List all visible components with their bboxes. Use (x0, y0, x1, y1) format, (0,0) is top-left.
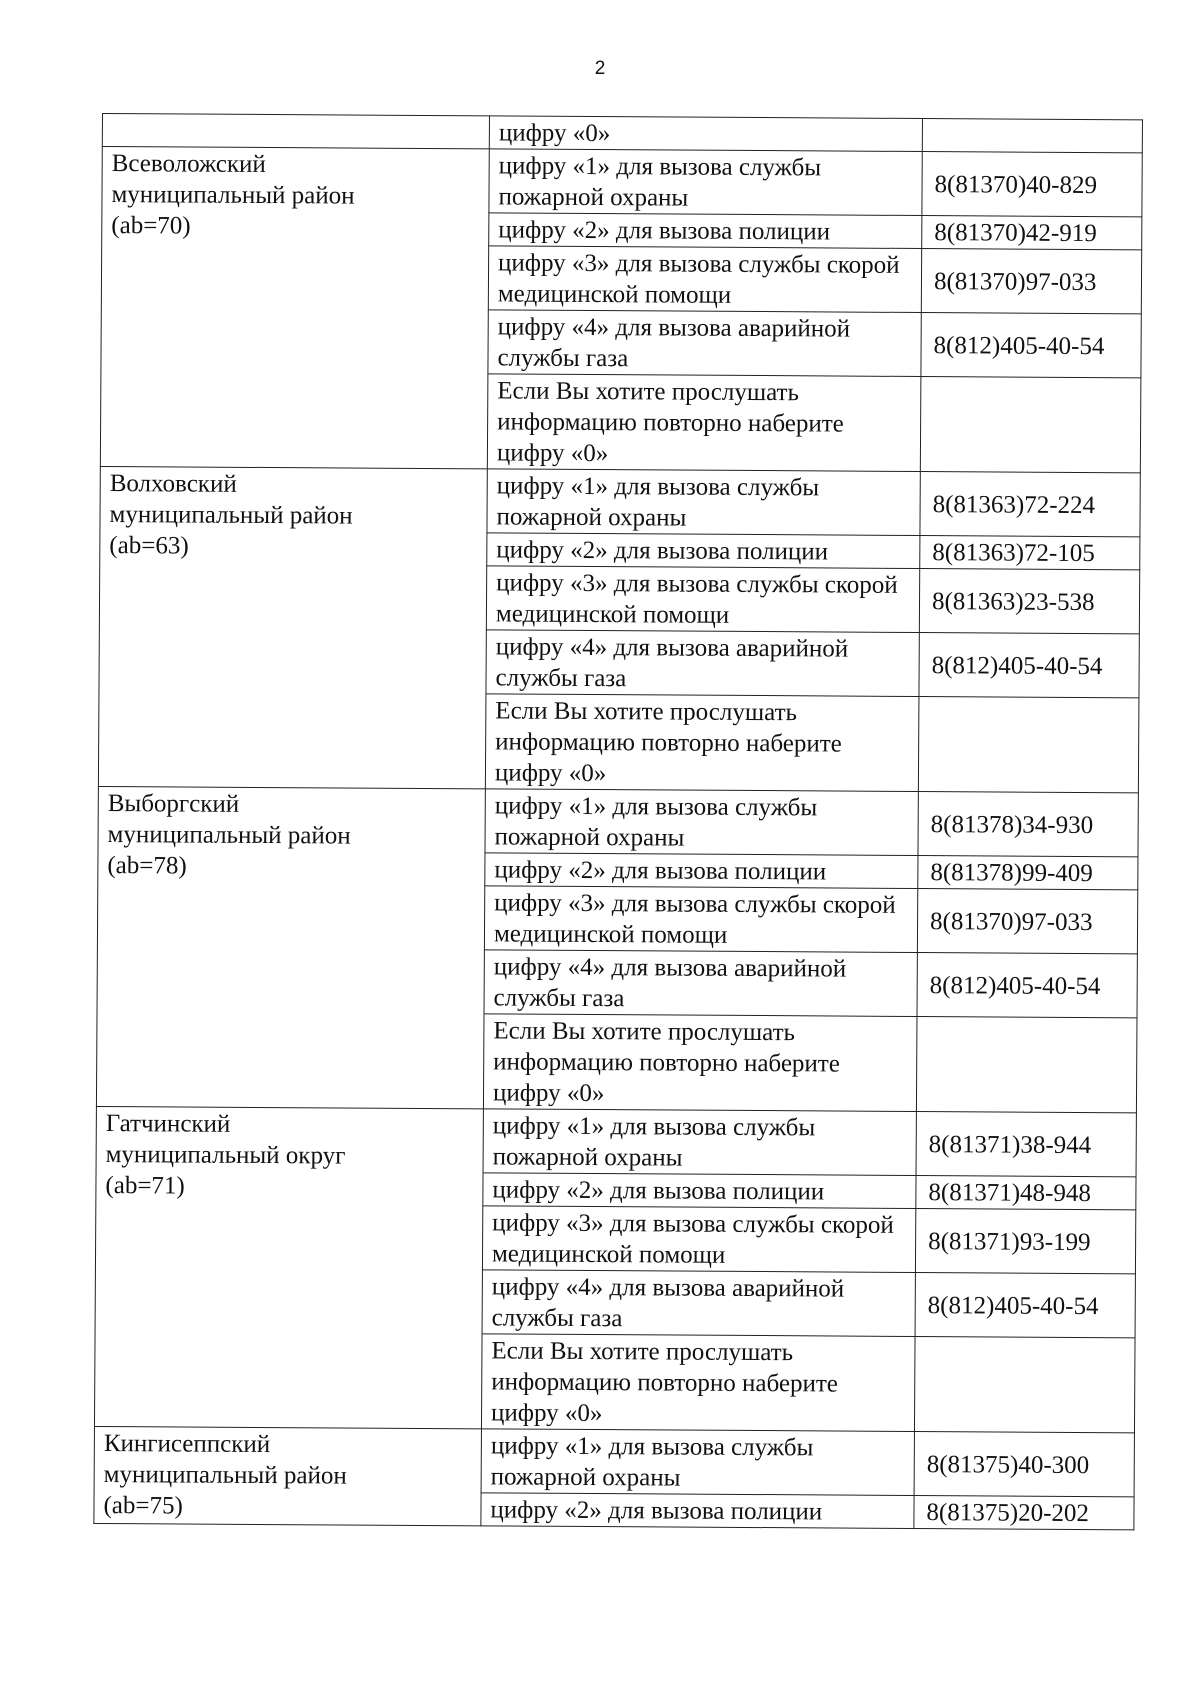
district-name-line: Волховский (109, 470, 237, 498)
phone-number: 8(812)405-40-54 (917, 952, 1137, 1017)
option-text: цифру «3» для вызова службы скорой медицинской помощи (486, 566, 919, 633)
district-code: (ab=78) (107, 852, 187, 880)
page-number: 2 (594, 58, 606, 79)
district-name-line: Гатчинский (105, 1110, 231, 1138)
option-text: цифру «2» для вызова полиции (487, 533, 920, 569)
phone-number: 8(81363)72-224 (920, 472, 1140, 537)
phone-number: 8(81378)34-930 (918, 791, 1138, 856)
phone-number (922, 119, 1142, 153)
district-code: (ab=75) (103, 1492, 183, 1520)
district-code: (ab=71) (105, 1172, 185, 1200)
option-text: цифру «1» для вызова службы пожарной охраны (485, 789, 918, 856)
table-row (100, 466, 1140, 536)
phone-number: 8(812)405-40-54 (919, 633, 1139, 698)
district-name-line: муниципальный район (103, 1461, 347, 1490)
option-text: цифру «3» для вызова службы скорой медицинской помощи (484, 886, 917, 953)
district-name-line: муниципальный район (109, 501, 353, 530)
district-name-line: муниципальный район (107, 821, 351, 850)
district-name-line: муниципальный район (111, 181, 355, 210)
district-name-line: Кингисеппский (103, 1430, 271, 1459)
phone-number (914, 1336, 1135, 1432)
option-text: цифру «0» (489, 116, 922, 152)
table-body (94, 114, 1143, 1530)
phone-number: 8(81371)48-948 (916, 1175, 1136, 1209)
phone-number (920, 377, 1141, 473)
district-name-cell (94, 1106, 483, 1428)
option-text: Если Вы хотите прослушать информацию повторно наберите цифру «0» (487, 374, 921, 472)
option-text: цифру «2» для вызова полиции (483, 1173, 916, 1209)
district-name-line: Всеволожский (111, 150, 266, 179)
option-text: цифру «1» для вызова службы пожарной охраны (483, 1109, 916, 1176)
phone-number: 8(81371)93-199 (915, 1208, 1135, 1273)
phone-number: 8(81370)97-033 (921, 249, 1141, 314)
phone-number (918, 697, 1139, 793)
table-row (94, 1426, 1134, 1496)
phone-number: 8(81371)38-944 (916, 1111, 1136, 1176)
phone-number: 8(81370)40-829 (922, 152, 1142, 217)
phone-number: 8(81363)72-105 (920, 536, 1140, 570)
district-name-line: Выборгский (107, 790, 240, 818)
district-name-cell (96, 786, 485, 1108)
district-code: (ab=63) (109, 532, 189, 560)
option-text: цифру «1» для вызова службы пожарной охраны (481, 1429, 914, 1496)
table-row (102, 147, 1142, 217)
option-text: Если Вы хотите прослушать информацию повторно наберите цифру «0» (481, 1334, 915, 1432)
option-text: цифру «1» для вызова службы пожарной охраны (489, 149, 922, 216)
phone-number: 8(81375)40-300 (914, 1431, 1134, 1496)
option-text: Если Вы хотите прослушать информацию повторно наберите цифру «0» (483, 1014, 917, 1112)
district-name-cell (98, 466, 487, 788)
option-text: цифру «4» для вызова аварийной службы газа (488, 310, 921, 377)
option-text: цифру «4» для вызова аварийной службы газа (486, 630, 919, 697)
district-name-cell (94, 1426, 482, 1525)
option-text: цифру «3» для вызова службы скорой медицинской помощи (482, 1206, 915, 1273)
table-row (98, 786, 1138, 856)
phone-number: 8(81363)23-538 (919, 569, 1139, 634)
dispatch-phone-table (93, 113, 1143, 1530)
option-text: цифру «2» для вызова полиции (481, 1493, 914, 1529)
option-text: цифру «4» для вызова аварийной службы газа (482, 1270, 915, 1337)
table-row (96, 1106, 1136, 1176)
phone-number: 8(81375)20-202 (914, 1495, 1134, 1529)
option-text: цифру «2» для вызова полиции (489, 213, 922, 249)
phone-number: 8(812)405-40-54 (915, 1272, 1135, 1337)
district-cell-continued (102, 114, 489, 149)
option-text: цифру «2» для вызова полиции (485, 853, 918, 889)
option-text: цифру «1» для вызова службы пожарной охраны (487, 469, 920, 536)
phone-number: 8(81370)42-919 (922, 216, 1142, 250)
phone-number: 8(81370)97-033 (917, 888, 1137, 953)
district-name-line: муниципальный округ (105, 1141, 346, 1170)
phone-number (916, 1016, 1137, 1112)
phone-number: 8(812)405-40-54 (921, 313, 1141, 378)
district-name-cell (100, 147, 489, 469)
option-text: цифру «3» для вызова службы скорой медицинской помощи (488, 246, 921, 313)
option-text: цифру «4» для вызова аварийной службы газа (484, 950, 917, 1017)
phone-number: 8(81378)99-409 (918, 855, 1138, 889)
district-code: (ab=70) (111, 212, 191, 240)
option-text: Если Вы хотите прослушать информацию повторно наберите цифру «0» (485, 694, 919, 792)
